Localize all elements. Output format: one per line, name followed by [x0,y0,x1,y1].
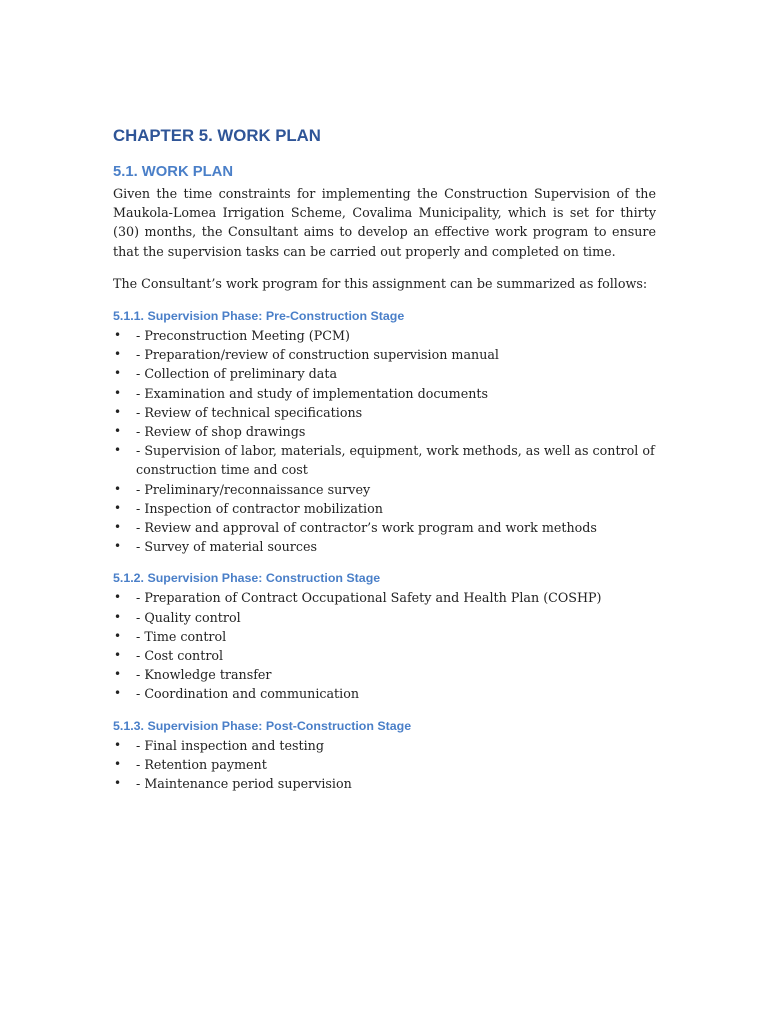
pre-construction-list [113,326,656,556]
list-item [113,684,656,703]
bullet-icon: • [114,424,122,439]
list-item-text: - Final inspection and testing [136,737,324,753]
bullet-icon: • [114,347,122,362]
bullet-icon: • [114,481,122,496]
bullet-icon: • [114,667,122,682]
list-item-text: - Coordination and communication [136,686,360,702]
list-item [113,736,656,755]
list-item [113,518,656,537]
bullet-icon: • [114,686,122,701]
list-item [113,441,656,479]
list-item [113,608,656,627]
list-item [113,364,656,383]
bullet-icon: • [114,776,122,791]
list-item-text: - Cost control [136,648,224,664]
list-item-text: - Quality control [136,609,241,625]
post-construction-list [113,736,656,794]
bullet-icon: • [114,590,122,605]
bullet-icon: • [114,385,122,400]
bullet-icon: • [114,500,122,515]
summary-paragraph: The Consultant’s work program for this assignment can be summarized as follows: [113,275,648,291]
list-item [113,403,656,422]
list-item-text: - Review and approval of contractor’s work program and work methods [136,520,597,536]
list-item-text: - Maintenance period supervision [136,776,352,792]
list-item [113,480,656,499]
list-item [113,384,656,403]
list-item [113,345,656,364]
list-item-text: - Review of shop drawings [136,424,306,440]
list-item-text: - Preparation/review of construction supervision manual [136,347,499,363]
list-item [113,774,656,793]
bullet-icon: • [114,328,122,343]
document-page [113,112,656,793]
subsection-title-pre-construction: 5.1.1. Supervision Phase: Pre-Construction Stage [113,309,405,324]
list-item-text: - Retention payment [136,756,267,772]
list-item [113,499,656,518]
list-item [113,627,656,646]
list-item-text: - Time control [136,628,227,644]
list-item-text: - Preparation of Contract Occupational Safety and Health Plan (COSHP) [136,590,602,606]
bullet-icon: • [114,520,122,535]
list-item-text: - Inspection of contractor mobilization [136,500,383,516]
bullet-icon: • [114,366,122,381]
bullet-icon: • [114,628,122,643]
list-item [113,646,656,665]
subsection-title-post-construction: 5.1.3. Supervision Phase: Post-Construction Stage [113,718,412,733]
bullet-icon: • [114,756,122,771]
list-item [113,326,656,345]
bullet-icon: • [114,609,122,624]
bullet-icon: • [114,443,122,458]
section-title: 5.1. WORK PLAN [113,164,234,180]
list-item [113,755,656,774]
list-item [113,665,656,684]
list-item-text: - Preconstruction Meeting (PCM) [136,328,350,344]
bullet-icon: • [114,648,122,663]
bullet-icon: • [114,737,122,752]
list-item [113,588,656,607]
list-item-text: - Review of technical specifications [136,404,363,420]
list-item-text: - Survey of material sources [136,539,317,555]
list-item-text: - Preliminary/reconnaissance survey [136,481,371,497]
subsection-title-construction: 5.1.2. Supervision Phase: Construction Stage [113,571,381,586]
intro-paragraph: Given the time constraints for implementing the Construction Supervision of the Maukola-Lomea Irrigation Scheme, Covalima Municipality, which is set for thirty (30) months, the Consultant aims to develop an effective work program to ensure that the supervision tasks can be carried out properly and completed on time. [113,186,656,259]
list-item-text: - Knowledge transfer [136,667,272,683]
list-item-text: - Supervision of labor, materials, equipment, work methods, as well as control of construction time and cost [136,443,655,478]
list-item-text: - Collection of preliminary data [136,366,338,382]
list-item [113,422,656,441]
construction-list [113,588,656,703]
list-item-text: - Examination and study of implementation documents [136,385,488,401]
bullet-icon: • [114,404,122,419]
chapter-title: CHAPTER 5. WORK PLAN [113,126,321,145]
bullet-icon: • [114,539,122,554]
list-item [113,537,656,556]
